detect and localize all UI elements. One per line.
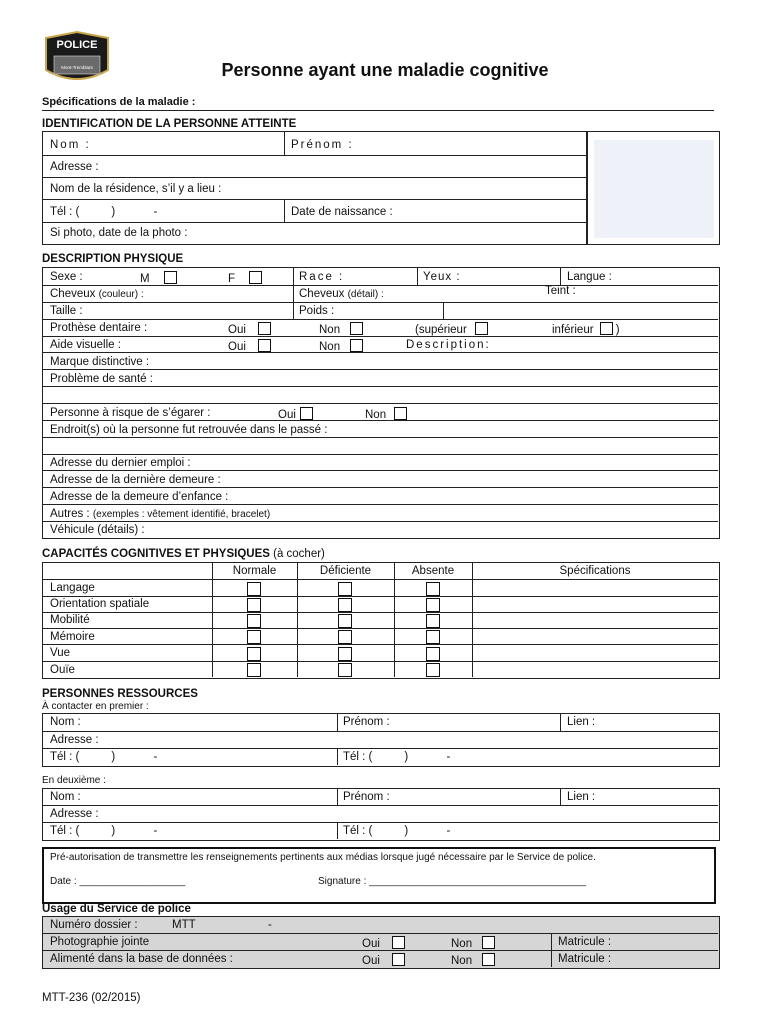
sexe-f[interactable]	[228, 271, 262, 285]
page-title: Personne ayant une maladie cognitive	[221, 60, 549, 80]
dossier-mtt: MTT	[172, 919, 196, 931]
capacites-title: CAPACITÉS COGNITIVES ET PHYSIQUES	[42, 548, 270, 560]
risque-oui-label: Oui	[278, 409, 296, 421]
cheveux-couleur-field[interactable]	[50, 288, 144, 300]
dossier-field[interactable]	[50, 919, 138, 931]
teint-field[interactable]: Teint :	[545, 285, 576, 297]
prothese-non-checkbox[interactable]	[350, 322, 363, 335]
deuxieme-nom-field[interactable]: Nom :	[50, 791, 81, 803]
deuxieme-lien-field[interactable]: Lien :	[567, 791, 596, 803]
usage-heading: Usage du Service de police	[42, 903, 191, 915]
id-nom-field[interactable]: Nom :	[50, 139, 91, 151]
photo-jointe-label: Photographie jointe	[50, 936, 150, 948]
cheveux-detail-note: (détail) :	[347, 289, 384, 300]
base-oui[interactable]	[362, 953, 405, 967]
risque-non-label: Non	[365, 409, 387, 421]
preauth-signature-field[interactable]: Signature : _______________________________________	[318, 876, 587, 887]
preauth-date-field[interactable]: Date : ___________________	[50, 876, 186, 887]
col-specifications: Spécifications	[559, 565, 631, 577]
orientation-deficiente-checkbox[interactable]	[338, 598, 352, 612]
base-matricule-field[interactable]: Matricule :	[558, 953, 612, 965]
inferieur-checkbox[interactable]	[600, 322, 613, 335]
sexe-label	[50, 271, 83, 283]
prothese-label: Prothèse dentaire :	[50, 322, 148, 334]
ouie-normale-checkbox[interactable]	[247, 663, 261, 677]
premier-adresse-field[interactable]: Adresse :	[50, 734, 99, 746]
vue-absente-checkbox[interactable]	[426, 647, 440, 661]
memoire-absente-checkbox[interactable]	[426, 630, 440, 644]
row-orientation: Orientation spatiale	[50, 598, 150, 610]
deuxieme-tel2-field[interactable]: Tél : ( ) -	[343, 825, 451, 837]
autres-label: Autres :	[50, 508, 90, 520]
vehicule-field[interactable]: Véhicule (détails) :	[50, 524, 145, 536]
sexe-text: Sexe :	[50, 271, 83, 283]
id-adresse-field[interactable]: Adresse :	[50, 161, 99, 173]
description-heading: DESCRIPTION PHYSIQUE	[42, 253, 184, 265]
photo-area[interactable]	[594, 140, 714, 238]
id-naissance-field[interactable]: Date de naissance :	[291, 206, 393, 218]
vue-deficiente-checkbox[interactable]	[338, 647, 352, 661]
demeure-enfance-field[interactable]: Adresse de la demeure d’enfance :	[50, 491, 229, 503]
vue-normale-checkbox[interactable]	[247, 647, 261, 661]
id-photo-date-field[interactable]: Si photo, date de la photo :	[50, 227, 188, 239]
taille-field[interactable]: Taille :	[50, 305, 83, 317]
prothese-non-label: Non	[319, 324, 341, 336]
id-prenom-field[interactable]: Prénom :	[291, 139, 354, 151]
deuxieme-tel-field[interactable]: Tél : ( ) -	[50, 825, 158, 837]
langage-absente-checkbox[interactable]	[426, 582, 440, 596]
prothese-non[interactable]	[319, 322, 363, 336]
premier-nom-field[interactable]: Nom :	[50, 716, 81, 728]
aide-oui[interactable]	[228, 339, 271, 353]
photo-non[interactable]	[451, 936, 495, 950]
identification-heading: IDENTIFICATION DE LA PERSONNE ATTEINTE	[42, 118, 297, 130]
deuxieme-prenom-field[interactable]: Prénom :	[343, 791, 390, 803]
deuxieme-label: En deuxième :	[42, 775, 106, 786]
risque-oui-checkbox[interactable]	[300, 407, 313, 420]
dernier-emploi-field[interactable]: Adresse du dernier emploi :	[50, 457, 191, 469]
dossier-label: Numéro dossier :	[50, 919, 138, 931]
mobilite-normale-checkbox[interactable]	[247, 614, 261, 628]
orientation-absente-checkbox[interactable]	[426, 598, 440, 612]
memoire-normale-checkbox[interactable]	[247, 630, 261, 644]
prothese-superieur[interactable]	[415, 322, 488, 336]
inferieur-close-paren: )	[615, 324, 620, 336]
aide-oui-label: Oui	[228, 341, 246, 353]
svg-text:Mont-Tremblant: Mont-Tremblant	[61, 65, 93, 70]
deuxieme-adresse-field[interactable]: Adresse :	[50, 808, 99, 820]
capacites-heading	[42, 548, 325, 560]
superieur-label: (supérieur	[415, 324, 467, 336]
base-non-label: Non	[451, 955, 473, 967]
preauth-text: Pré-autorisation de transmettre les renseignements pertinents aux médias lorsque jugé nécessaire par le Service de police.	[50, 852, 596, 863]
prothese-oui-label: Oui	[228, 324, 246, 336]
photo-matricule-field[interactable]: Matricule :	[558, 936, 612, 948]
base-non-checkbox[interactable]	[482, 953, 495, 966]
ouie-absente-checkbox[interactable]	[426, 663, 440, 677]
marque-field[interactable]: Marque distinctive :	[50, 356, 150, 368]
row-ouie: Ouïe	[50, 664, 75, 676]
row-vue: Vue	[50, 647, 71, 659]
mobilite-deficiente-checkbox[interactable]	[338, 614, 352, 628]
cheveux-detail-label: Cheveux	[299, 288, 345, 300]
orientation-normale-checkbox[interactable]	[247, 598, 261, 612]
aide-oui-checkbox[interactable]	[258, 339, 271, 352]
cheveux-couleur-note: (couleur) :	[98, 289, 144, 300]
autres-field[interactable]	[50, 508, 270, 520]
risque-non-checkbox[interactable]	[394, 407, 407, 420]
poids-field[interactable]: Poids :	[299, 305, 335, 317]
probleme-field[interactable]: Problème de santé :	[50, 373, 153, 385]
superieur-checkbox[interactable]	[475, 322, 488, 335]
memoire-deficiente-checkbox[interactable]	[338, 630, 352, 644]
id-residence-field[interactable]: Nom de la résidence, s’il y a lieu :	[50, 183, 222, 195]
photo-oui-label: Oui	[362, 938, 380, 950]
base-label: Alimenté dans la base de données :	[50, 953, 233, 965]
description-field[interactable]: Description:	[406, 339, 491, 351]
ressources-heading: PERSONNES RESSOURCES	[42, 688, 198, 700]
prothese-oui[interactable]	[228, 322, 271, 336]
autres-note: (exemples : vêtement identifié, bracelet)	[92, 509, 271, 520]
sexe-f-label: F	[228, 273, 236, 285]
base-non[interactable]	[451, 953, 495, 967]
logo-text: POLICE	[56, 39, 98, 51]
risque-label: Personne à risque de s’égarer :	[50, 407, 211, 419]
mobilite-absente-checkbox[interactable]	[426, 614, 440, 628]
cheveux-couleur-label: Cheveux	[50, 288, 96, 300]
col-deficiente: Déficiente	[319, 565, 372, 577]
photo-oui[interactable]	[362, 936, 405, 950]
premier-lien-field[interactable]: Lien :	[567, 716, 596, 728]
col-absente: Absente	[411, 565, 455, 577]
prothese-oui-checkbox[interactable]	[258, 322, 271, 335]
sexe-f-checkbox[interactable]	[249, 271, 262, 284]
endroits-field[interactable]: Endroit(s) où la personne fut retrouvée dans le passé :	[50, 424, 328, 436]
derniere-demeure-field[interactable]: Adresse de la dernière demeure :	[50, 474, 221, 486]
specs-label: Spécifications de la maladie :	[42, 96, 196, 108]
sexe-m-label: M	[140, 273, 150, 285]
aide-non[interactable]	[319, 339, 363, 353]
langue-field[interactable]: Langue :	[567, 271, 612, 283]
photo-oui-checkbox[interactable]	[392, 936, 405, 949]
race-field[interactable]: Race :	[299, 271, 345, 283]
photo-non-label: Non	[451, 938, 473, 950]
langage-deficiente-checkbox[interactable]	[338, 582, 352, 596]
ouie-deficiente-checkbox[interactable]	[338, 663, 352, 677]
premier-label: À contacter en premier :	[42, 701, 149, 712]
premier-tel2-field[interactable]: Tél : ( ) -	[343, 751, 451, 763]
risque-non[interactable]	[365, 407, 407, 421]
capacites-note: (à cocher)	[273, 548, 325, 560]
col-normale: Normale	[232, 565, 277, 577]
premier-tel-field[interactable]: Tél : ( ) -	[50, 751, 158, 763]
inferieur-label: inférieur	[552, 324, 594, 336]
photo-non-checkbox[interactable]	[482, 936, 495, 949]
row-mobilite: Mobilité	[50, 614, 90, 626]
sexe-m[interactable]	[140, 271, 177, 285]
cheveux-detail-field[interactable]	[299, 288, 384, 300]
yeux-field[interactable]: Yeux :	[423, 271, 461, 283]
prothese-inferieur[interactable]	[552, 322, 620, 336]
base-oui-checkbox[interactable]	[392, 953, 405, 966]
id-tel-field[interactable]: Tél : ( ) -	[50, 206, 158, 218]
aide-non-checkbox[interactable]	[350, 339, 363, 352]
row-langage: Langage	[50, 582, 95, 594]
risque-oui[interactable]	[278, 407, 313, 421]
sexe-m-checkbox[interactable]	[164, 271, 177, 284]
row-memoire: Mémoire	[50, 631, 95, 643]
dossier-dash: -	[268, 919, 272, 931]
langage-normale-checkbox[interactable]	[247, 582, 261, 596]
form-code: MTT-236 (02/2015)	[42, 992, 141, 1004]
aide-label: Aide visuelle :	[50, 339, 121, 351]
aide-non-label: Non	[319, 341, 341, 353]
base-oui-label: Oui	[362, 955, 380, 967]
premier-prenom-field[interactable]: Prénom :	[343, 716, 390, 728]
